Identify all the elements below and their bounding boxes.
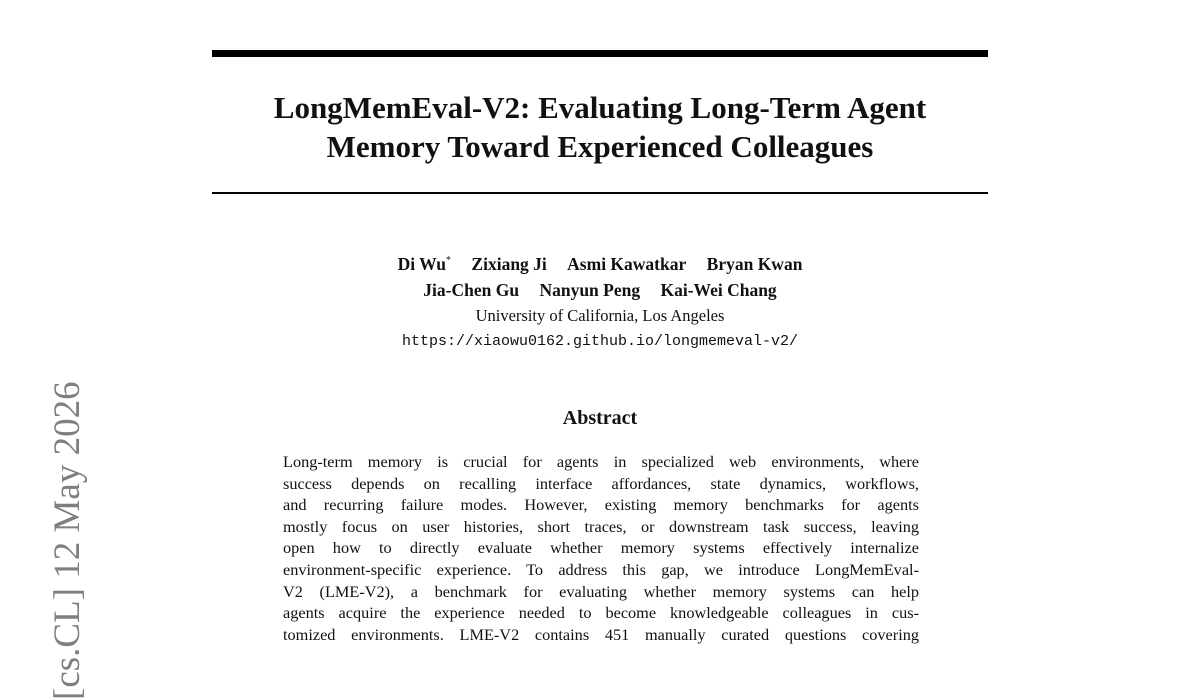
author-line-1 (212, 248, 988, 277)
affiliation: University of California, Los Angeles (475, 306, 725, 325)
author-name: Nanyun Peng (539, 280, 641, 300)
title-bottom-rule (212, 192, 988, 194)
author-name: Jia-Chen Gu (423, 280, 520, 300)
abstract-line: environment-specific experience. To address this gap, we introduce LongMemEval- (283, 559, 919, 579)
abstract-line: and recurring failure modes. However, existing memory benchmarks for agents (283, 495, 919, 515)
abstract-line: mostly focus on user histories, short traces, or downstream task success, leaving (283, 516, 919, 536)
author-name: Zixiang Ji (471, 254, 547, 274)
abstract-line: Long-term memory is crucial for agents in specialized web environments, where (283, 452, 919, 471)
abstract-body (283, 451, 919, 645)
author-name: Asmi Kawatkar (567, 254, 687, 274)
author-name: Kai-Wei Chang (660, 280, 777, 300)
title-line-1: LongMemEval-V2: Evaluating Long-Term Agent (273, 90, 927, 125)
abstract-line: V2 (LME-V2), a benchmark for evaluating whether memory systems can help (283, 581, 919, 601)
abstract-line: open how to directly evaluate whether memory systems effectively internalize (283, 538, 919, 558)
abstract-line: success depends on recalling interface affordances, state dynamics, workflows, (283, 473, 919, 493)
arxiv-identifier-stamp: [cs.CL] 12 May 2026 (47, 381, 88, 700)
author-name: Di Wu* (397, 254, 452, 274)
project-url[interactable]: https://xiaowu0162.github.io/longmemeval-v2/ (401, 333, 799, 350)
author-name: Bryan Kwan (706, 254, 803, 274)
title-line-2: Memory Toward Experienced Colleagues (326, 129, 874, 164)
abstract-line: agents acquire the experience needed to become knowledgeable colleagues in cus- (283, 603, 919, 623)
abstract-line: tomized environments. LME-V2 contains 451 manually curated questions covering (283, 624, 919, 644)
paper-title (212, 88, 988, 166)
abstract-heading: Abstract (562, 407, 638, 429)
title-top-rule (212, 50, 988, 57)
corresponding-author-mark: * (446, 255, 452, 266)
author-line-2 (212, 277, 988, 303)
author-block (212, 248, 988, 355)
